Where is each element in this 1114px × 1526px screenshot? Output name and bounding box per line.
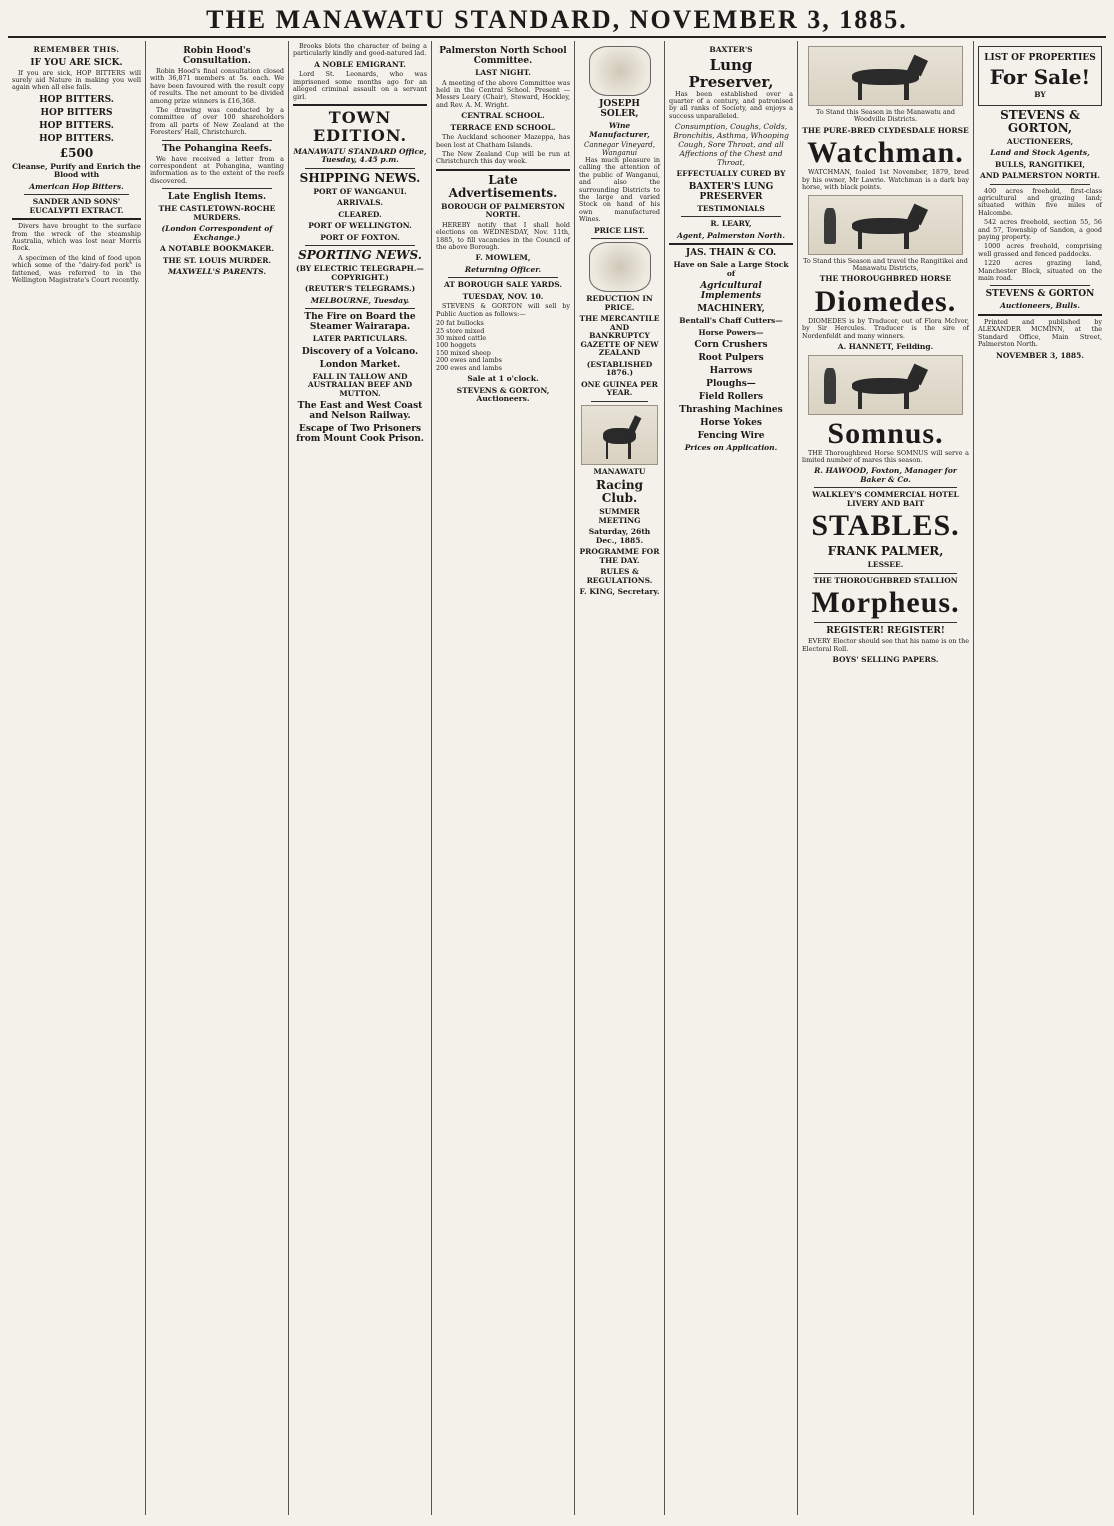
divider <box>436 169 570 171</box>
column-4 <box>432 41 575 1515</box>
stables-title: STABLES. <box>811 509 960 543</box>
column-1 <box>8 41 146 1515</box>
sale-yards-heading: AT BOROUGH SALE YARDS. <box>443 280 563 290</box>
horse-powers: Horse Powers— <box>698 327 764 337</box>
divers-article: Divers have brought to the surface from the wreck of the steamship Australia, which was lost near Morris Rock. <box>12 222 141 253</box>
property-3: 1000 acres freehold, comprising well grassed and fenced paddocks. <box>978 242 1102 258</box>
divider <box>669 243 793 245</box>
columns <box>8 41 1106 1515</box>
column-5 <box>575 41 665 1515</box>
lot-item: 200 ewes and lambs <box>436 356 502 365</box>
race-date: Saturday, 26th Dec., 1885. <box>588 527 651 545</box>
late-ads-heading: Late Advertisements. <box>448 172 558 200</box>
soler-heading: JOSEPH SOLER, <box>599 99 640 119</box>
sander-heading: SANDER AND SONS' EUCALYPTI EXTRACT. <box>29 197 124 215</box>
somnus-title: Somnus. <box>827 416 944 450</box>
chaff: Bentall's Chaff Cutters— <box>679 316 783 326</box>
property-2: 542 acres freehold, section 55, 56 and 57, Township of Sandon, a good paying property. <box>978 218 1102 241</box>
divider <box>448 277 558 278</box>
have-on-sale: Have on Sale a Large Stock of <box>673 260 789 278</box>
hawood: R. HAWOOD, Foxton, Manager for Baker & Co. <box>814 466 957 484</box>
st-louis-heading: THE ST. LOUIS MURDER. <box>162 255 272 265</box>
port-wanganui: PORT OF WANGANUI. <box>313 186 407 196</box>
divider <box>681 216 781 217</box>
fire-heading: The Fire on Board the Steamer Wairarapa. <box>304 312 416 333</box>
land-stock: Land and Stock Agents, <box>990 148 1090 157</box>
shipping-heading: SHIPPING NEWS. <box>299 170 421 185</box>
diomedes-title: Diomedes. <box>814 284 957 318</box>
royal-crest-icon <box>589 242 651 292</box>
lot-item: 200 ewes and lambs <box>436 363 502 372</box>
emigrant-p: Lord St. Leonards, who was imprisoned some months ago for an alleged criminal assault on a servant girl. <box>293 70 427 101</box>
bulls: BULLS, RANGITIKEI, <box>994 159 1086 169</box>
divider <box>591 238 648 239</box>
divider <box>305 245 415 246</box>
hop-heading-4: HOP BITTERS. <box>39 133 114 144</box>
harrows: Harrows <box>709 366 753 377</box>
divider <box>24 194 129 195</box>
footer-date: NOVEMBER 3, 1885. <box>996 350 1084 360</box>
summer-meeting: SUMMER MEETING <box>598 507 641 525</box>
rollers: Field Rollers <box>698 392 764 403</box>
hop-heading-1: HOP BITTERS. <box>39 94 114 105</box>
american-hop: American Hop Bitters. <box>29 181 124 191</box>
reward-amount: £500 <box>59 145 94 160</box>
divider <box>990 184 1090 185</box>
lot-item: 100 hoggets <box>436 341 477 350</box>
divider <box>162 140 272 141</box>
melbourne-line: MELBOURNE, Tuesday. <box>310 295 410 305</box>
divider <box>162 188 272 189</box>
by: BY <box>1034 90 1046 99</box>
column-3 <box>289 41 432 1515</box>
cleared-heading: CLEARED. <box>338 209 382 219</box>
stand2-line: To Stand this Season and travel the Rangitikei and Manawatu Districts, <box>803 256 968 272</box>
column-8 <box>974 41 1106 1515</box>
tallow-heading: FALL IN TALLOW AND AUSTRALIAN BEEF AND MUTTON. <box>307 371 413 398</box>
divider <box>305 308 415 309</box>
robin-hood-p2: The drawing was conducted by a committee of over 100 shareholders from all parts of New Zealand at the Foresters' Hall, Christchurch. <box>150 106 284 137</box>
castletown-heading: THE CASTLETOWN-ROCHE MURDERS. <box>158 204 276 222</box>
brooks-p: Brooks blots the character of being a particularly kindly and good-natured lad. <box>293 42 427 58</box>
watchman-title: Watchman. <box>807 136 964 170</box>
somnus-p: THE Thoroughbred Horse SOMNUS will serve a limited number of mares this season. <box>802 448 969 464</box>
lot-item: 20 fat bullocks <box>436 319 484 328</box>
mazeppa-p: The Auckland schooner Mazeppa, has been lost at Chatham Islands. <box>436 133 570 149</box>
palmerston-heading: Palmerston North School Committee. <box>439 46 567 66</box>
hereby-p: HEREBY notify that I shall hold elections on WEDNESDAY, Nov. 11th, 1885, to fill vacancies in the Council of the above Borough. <box>436 220 570 251</box>
office-line: MANAWATU STANDARD Office, Tuesday, 4.45 p.m. <box>293 146 427 165</box>
testimonials: TESTIMONIALS <box>697 203 765 213</box>
divider <box>990 285 1090 286</box>
established: (ESTABLISHED 1876.) <box>586 359 653 378</box>
mercantile-heading: THE MERCANTILE AND BANKRUPTCY GAZETTE OF NEW ZEALAND <box>579 314 660 358</box>
stallion-heading: THE THOROUGHBRED STALLION <box>813 575 958 585</box>
effectually: EFFECTUALLY CURED BY <box>676 169 786 179</box>
baxters-lp: BAXTER'S LUNG PRESERVER <box>688 181 774 202</box>
specimen-article: A specimen of the kind of food upon which some of the "dairy-fed pork" is fattened, was referred to in the Wellington Magistrate's Court recently. <box>12 253 141 285</box>
returning-officer: Returning Officer. <box>464 264 542 274</box>
corn: Corn Crushers <box>694 340 768 351</box>
racing-club: Racing Club. <box>595 478 643 506</box>
pohangina-heading: The Pohangina Reefs. <box>162 143 272 154</box>
clydesdale-horse-icon <box>808 46 964 106</box>
railway-heading: The East and West Coast and Nelson Railway. <box>297 401 423 422</box>
cleanse-heading: Cleanse, Purify and Enrich the Blood with <box>12 161 141 180</box>
root: Root Pulpers <box>698 353 764 364</box>
escape-heading: Escape of Two Prisoners from Mount Cook Prison. <box>296 424 424 445</box>
implements: Agricultural Implements <box>700 281 762 302</box>
yokes: Horse Yokes <box>700 418 762 429</box>
if-sick-heading: IF YOU ARE SICK. <box>30 57 123 68</box>
soler-p: Has much pleasure in calling the attention of the public of Wanganui, and also the surrounding Districts to the large and varied Stock on hand of his own manufactured Wines. <box>579 156 660 224</box>
robin-hood-heading: Robin Hood's Consultation. <box>183 46 251 66</box>
sale-time: Sale at 1 o'clock. <box>467 374 539 384</box>
column-2 <box>146 41 289 1515</box>
town-edition-heading: TOWN EDITION. <box>312 107 408 145</box>
emigrant-heading: A NOBLE EMIGRANT. <box>314 59 406 69</box>
stevens-sell: STEVENS & GORTON will sell by Public Auction as follows:— <box>436 302 570 318</box>
for-sale: For Sale! <box>989 65 1091 89</box>
divider <box>591 401 648 402</box>
walkley: WALKLEY'S COMMERCIAL HOTEL LIVERY AND BAIT <box>812 490 959 508</box>
port-wellington: PORT OF WELLINGTON. <box>308 221 412 231</box>
consumption: Consumption, Coughs, Colds, Bronchitis, Asthma, Whooping Cough, Sore Throat, and all Affections of the Chest and Throat, <box>673 122 789 168</box>
property-1: 400 acres freehold, first-class agricultural and grazing land; situated within five miles of Halcombe. <box>978 186 1102 217</box>
ploughs: Ploughs— <box>706 379 756 390</box>
bookmaker-heading: A NOTABLE BOOKMAKER. <box>159 244 274 254</box>
port-foxton: PORT OF FOXTON. <box>320 232 400 242</box>
lessee: LESSEE. <box>867 560 904 570</box>
sporting-heading: SPORTING NEWS. <box>298 248 422 263</box>
thain: JAS. THAIN & CO. <box>685 248 777 259</box>
volcano-heading: Discovery of a Volcano. <box>301 346 419 357</box>
auct-end: Auctioneers, Bulls. <box>1000 301 1080 311</box>
boys-papers: BOYS' SELLING PAPERS. <box>832 655 939 665</box>
prices: Prices on Application. <box>684 443 778 453</box>
diomedes-p: DIOMEDES is by Traducer, out of Flora McIvor, by Sir Hercules. Traducer is the sire of Nordenfeldt and many winners. <box>802 316 969 340</box>
pure-bred: THE PURE-BRED CLYDESDALE HORSE <box>802 125 969 135</box>
arrivals-heading: ARRIVALS. <box>337 198 383 208</box>
vineyard: Cannegar Vineyard, Wanganui <box>584 141 655 157</box>
threshing: Thrashing Machines <box>679 405 783 416</box>
auctioneers-sign: STEVENS & GORTON, Auctioneers. <box>456 385 550 404</box>
thoroughbred: THE THOROUGHBRED HORSE <box>819 274 952 284</box>
lot-item: 30 mixed cattle <box>436 334 487 342</box>
and-pn: AND PALMERSTON NORTH. <box>980 171 1100 180</box>
robin-hood-p1: Robin Hood's final consultation closed with 36,871 members at 5s. each. We have been favoured with the result copy of results. The net amount to be divided among prize winners is £16,368. <box>150 67 284 105</box>
london-market-heading: London Market. <box>319 359 401 370</box>
diomedes-horse-icon <box>808 195 964 255</box>
baxter-heading: BAXTER'S <box>709 45 753 54</box>
baxter-p: Has been established over a quarter of a century, and patronised by all ranks of Society, and enjoys a success unparalleled. <box>669 89 793 120</box>
reuter-line: (REUTER'S TELEGRAMS.) <box>304 284 416 294</box>
property-4: 1220 acres grazing land, Manchester Block, situated on the main road. <box>978 259 1102 282</box>
programme: PROGRAMME FOR THE DAY. <box>579 547 660 565</box>
telegraph-line: (BY ELECTRIC TELEGRAPH.—COPYRIGHT.) <box>296 264 424 282</box>
column-6 <box>665 41 798 1515</box>
stand-line: To Stand this Season in the Manawatu and Woodville Districts. <box>816 108 955 124</box>
later-heading: LATER PARTICULARS. <box>312 334 408 344</box>
lot-item: 150 mixed sheep <box>436 348 491 357</box>
divider <box>814 487 957 488</box>
stevens-gorton: STEVENS & GORTON, <box>1000 107 1080 135</box>
borough-heading: BOROUGH OF PALMERSTON NORTH. <box>441 201 565 220</box>
divider <box>978 314 1102 316</box>
manawatu-racing: MANAWATU <box>593 466 646 476</box>
central-school: CENTRAL SCHOOL. <box>461 111 545 121</box>
properties-box <box>978 46 1102 106</box>
london-corr: (London Correspondent of Exchange.) <box>161 224 273 242</box>
lung-preserver: Lung Preserver, <box>688 55 774 91</box>
terrace-school: TERRACE END SCHOOL. <box>450 122 556 132</box>
somnus-horse-icon <box>808 355 964 415</box>
machinery: MACHINERY, <box>697 304 765 315</box>
reduction-heading: REDUCTION IN PRICE. <box>586 294 653 312</box>
wine-heading: Wine Manufacturer, <box>589 121 650 139</box>
hop-heading-2: HOP BITTERS <box>40 107 113 118</box>
hop-heading-3: HOP BITTERS. <box>39 120 114 131</box>
auctioneers: AUCTIONEERS, <box>1006 136 1074 146</box>
morpheus-title: Morpheus. <box>811 586 960 620</box>
secretary: F. KING, Secretary. <box>579 587 660 597</box>
cup-p: The New Zealand Cup will be run at Christchurch this day week. <box>436 149 570 166</box>
last-night: LAST NIGHT. <box>475 68 531 77</box>
maxwell-heading: MAXWELL'S PARENTS. <box>167 267 266 277</box>
register-heading: REGISTER! REGISTER! <box>826 626 945 637</box>
divider <box>12 218 141 220</box>
committee-p1: A meeting of the above Committee was held in the Central School. Present — Messrs Leary (Chair), Steward, Hockley, and Rev. A. M. Wright. <box>436 78 570 109</box>
masthead: THE MANAWATU STANDARD, NOVEMBER 3, 1885. <box>8 4 1106 38</box>
wire: Fencing Wire <box>697 431 765 442</box>
watchman-p: WATCHMAN, foaled 1st November, 1879, bred by his owner, Mr Lawrie. Watchman is a dark bay horse, with black points. <box>802 168 969 192</box>
sale-date: TUESDAY, NOV. 10. <box>462 291 544 301</box>
every-elector: EVERY Elector should see that his name is on the Electoral Roll. <box>802 637 969 653</box>
remember-heading: REMEMBER THIS. <box>33 45 120 54</box>
grapes-crest-icon <box>589 46 651 96</box>
price-list: PRICE LIST. <box>593 225 646 235</box>
divider <box>814 573 957 574</box>
one-guinea: ONE GUINEA PER YEAR. <box>581 379 658 398</box>
divider <box>293 104 427 106</box>
lot-item: 25 store mixed <box>436 326 485 335</box>
leary: R. LEARY, <box>710 219 752 229</box>
printed-line: Printed and published by ALEXANDER MCMINN, at the Standard Office, Main Street, Palmerston North. <box>978 317 1102 349</box>
divider <box>305 168 415 169</box>
mowlem: F. MOWLEM, <box>475 253 531 263</box>
rules: RULES & REGULATIONS. <box>586 567 653 585</box>
hop-intro: If you are sick, HOP BITTERS will surely aid Nature in making you well again when all else fails. <box>12 68 141 92</box>
hannett: A. HANNETT, Feilding. <box>837 342 934 352</box>
column-7 <box>798 41 974 1515</box>
frank-palmer: FRANK PALMER, <box>827 544 944 559</box>
race-horse-icon <box>581 405 658 465</box>
sg-end: STEVENS & GORTON <box>985 289 1095 300</box>
divider <box>814 622 957 623</box>
late-english-heading: Late English Items. <box>167 192 267 203</box>
pohangina-p: We have received a letter from a correspondent at Pohangina, wanting information as to the extent of the reefs discovered. <box>150 154 284 185</box>
list-heading: LIST OF PROPERTIES <box>984 53 1096 63</box>
agent: Agent, Palmerston North. <box>677 230 785 240</box>
